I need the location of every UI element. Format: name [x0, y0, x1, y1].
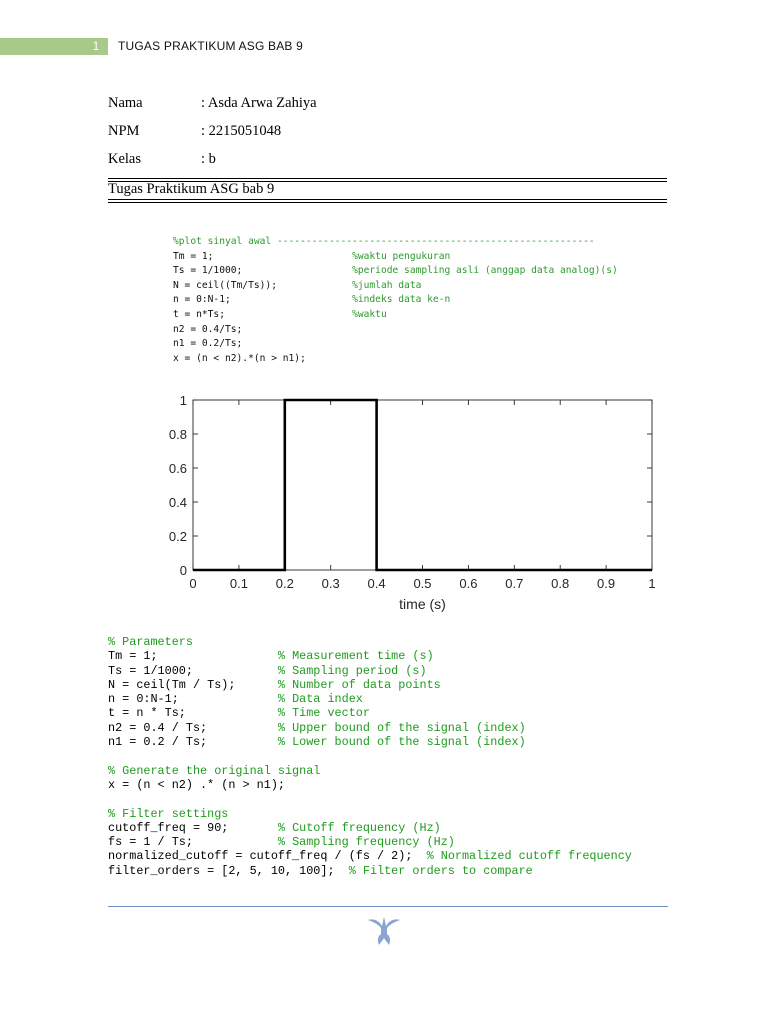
identity-value: : b — [201, 151, 216, 167]
footer-rule — [108, 906, 668, 907]
code-line — [173, 324, 242, 335]
code-text: n2 = 0.4 / Ts; — [108, 720, 278, 735]
code-comment: %periode sampling asli (anggap data analog)(s) — [352, 265, 618, 277]
title-bottom-rule — [108, 199, 667, 200]
x-tick-label: 1 — [648, 576, 656, 591]
plot-axes-box — [193, 400, 652, 570]
x-tick-label: 0.2 — [275, 576, 294, 591]
code-line — [173, 280, 421, 291]
code-text: normalized_cutoff = cutoff_freq / (fs / 2); — [108, 849, 427, 864]
identity-value: : 2215051048 — [201, 123, 282, 139]
x-tick-label: 0 — [189, 576, 197, 591]
code-line — [108, 849, 632, 863]
y-tick-label: 0.8 — [168, 427, 187, 442]
code-text: N = ceil(Tm / Ts); — [108, 677, 278, 692]
x-tick-label: 0.3 — [321, 576, 340, 591]
code-line — [173, 353, 306, 364]
code-line — [108, 706, 370, 720]
code-comment: %plot sinyal awal ------------------------------------------------------- — [173, 236, 595, 247]
code-text: t = n*Ts; — [173, 308, 353, 320]
code-comment: % Filter orders to compare — [348, 863, 533, 878]
code-comment: % Time vector — [277, 706, 370, 721]
code-comment: % Normalized cutoff frequency — [426, 849, 632, 864]
code-line — [108, 807, 228, 821]
code-comment: %waktu — [352, 308, 387, 320]
code-text: n1 = 0.2/Ts; — [173, 338, 243, 350]
code-text: Ts = 1/1000; — [173, 265, 353, 277]
code-line — [108, 678, 441, 692]
code-line — [108, 664, 427, 678]
code-line — [108, 692, 363, 706]
signal-plot — [160, 388, 670, 618]
code-comment: % Data index — [277, 692, 363, 707]
code-text: N = ceil((Tm/Ts)); — [173, 279, 353, 291]
code-comment: % Parameters — [108, 635, 193, 649]
code-line — [108, 778, 285, 792]
code-text: Tm = 1; — [173, 250, 353, 262]
matlab-code-block — [173, 235, 618, 366]
code-text: x = (n < n2).*(n > n1); — [173, 352, 306, 364]
x-tick-label: 0.5 — [413, 576, 432, 591]
code-line — [108, 764, 320, 778]
x-tick-label: 0.7 — [505, 576, 524, 591]
y-tick-label: 0.6 — [168, 461, 187, 476]
code-comment: % Cutoff frequency (Hz) — [277, 820, 441, 835]
code-comment: %jumlah data — [352, 279, 422, 291]
code-line — [108, 721, 526, 735]
code-line — [108, 821, 441, 835]
code-text: Tm = 1; — [108, 649, 278, 664]
code-comment: %indeks data ke-n — [352, 294, 451, 306]
title-top-rule — [108, 178, 667, 179]
y-tick-label: 0 — [179, 563, 187, 578]
y-tick-label: 0.4 — [168, 495, 187, 510]
code-line — [173, 338, 242, 349]
code-comment: % Number of data points — [277, 677, 441, 692]
code-comment: % Generate the original signal — [108, 763, 321, 778]
header-title: TUGAS PRAKTIKUM ASG BAB 9 — [118, 39, 304, 53]
x-tick-label: 0.8 — [551, 576, 570, 591]
code-line — [173, 265, 618, 276]
section-title: Tugas Praktikum ASG bab 9 — [108, 181, 275, 197]
code-comment: % Measurement time (s) — [277, 649, 434, 664]
code-comment: % Upper bound of the signal (index) — [277, 720, 526, 735]
code-line — [173, 294, 450, 305]
title-bottom-rule-2 — [108, 202, 667, 203]
code-text: fs = 1 / Ts; — [108, 835, 278, 850]
code-line — [108, 649, 434, 663]
x-axis-label: time (s) — [399, 596, 446, 612]
code-listing — [108, 635, 632, 878]
x-tick-label: 0.6 — [459, 576, 478, 591]
code-line — [108, 635, 193, 649]
code-line — [173, 309, 387, 320]
code-comment: % Lower bound of the signal (index) — [277, 735, 526, 750]
code-comment: % Sampling period (s) — [277, 663, 427, 678]
identity-label: NPM — [108, 123, 140, 139]
identity-label: Kelas — [108, 151, 142, 167]
y-tick-label: 1 — [179, 393, 187, 408]
code-text: n = 0:N-1; — [173, 294, 353, 306]
y-tick-label: 0.2 — [168, 529, 187, 544]
code-line — [108, 735, 526, 749]
page-number: 1 — [92, 39, 100, 53]
code-line — [108, 835, 455, 849]
code-line — [108, 864, 533, 878]
code-text: cutoff_freq = 90; — [108, 820, 278, 835]
x-tick-label: 0.1 — [229, 576, 248, 591]
code-text: n = 0:N-1; — [108, 692, 278, 707]
code-comment: % Sampling frequency (Hz) — [277, 835, 455, 850]
code-text: x = (n < n2) .* (n > n1); — [108, 777, 285, 792]
code-line — [173, 251, 450, 262]
code-text: n1 = 0.2 / Ts; — [108, 735, 278, 750]
code-text: n2 = 0.4/Ts; — [173, 323, 243, 335]
code-text: t = n * Ts; — [108, 706, 278, 721]
code-line — [173, 236, 595, 247]
x-tick-label: 0.9 — [597, 576, 616, 591]
code-comment: %waktu pengukuran — [352, 250, 451, 262]
identity-value: : Asda Arwa Zahiya — [201, 95, 317, 111]
code-text: filter_orders = [2, 5, 10, 100]; — [108, 863, 349, 878]
code-text: Ts = 1/1000; — [108, 663, 278, 678]
x-tick-label: 0.4 — [367, 576, 386, 591]
winged-logo-icon — [366, 914, 402, 948]
identity-label: Nama — [108, 95, 143, 111]
code-comment: % Filter settings — [108, 806, 229, 821]
